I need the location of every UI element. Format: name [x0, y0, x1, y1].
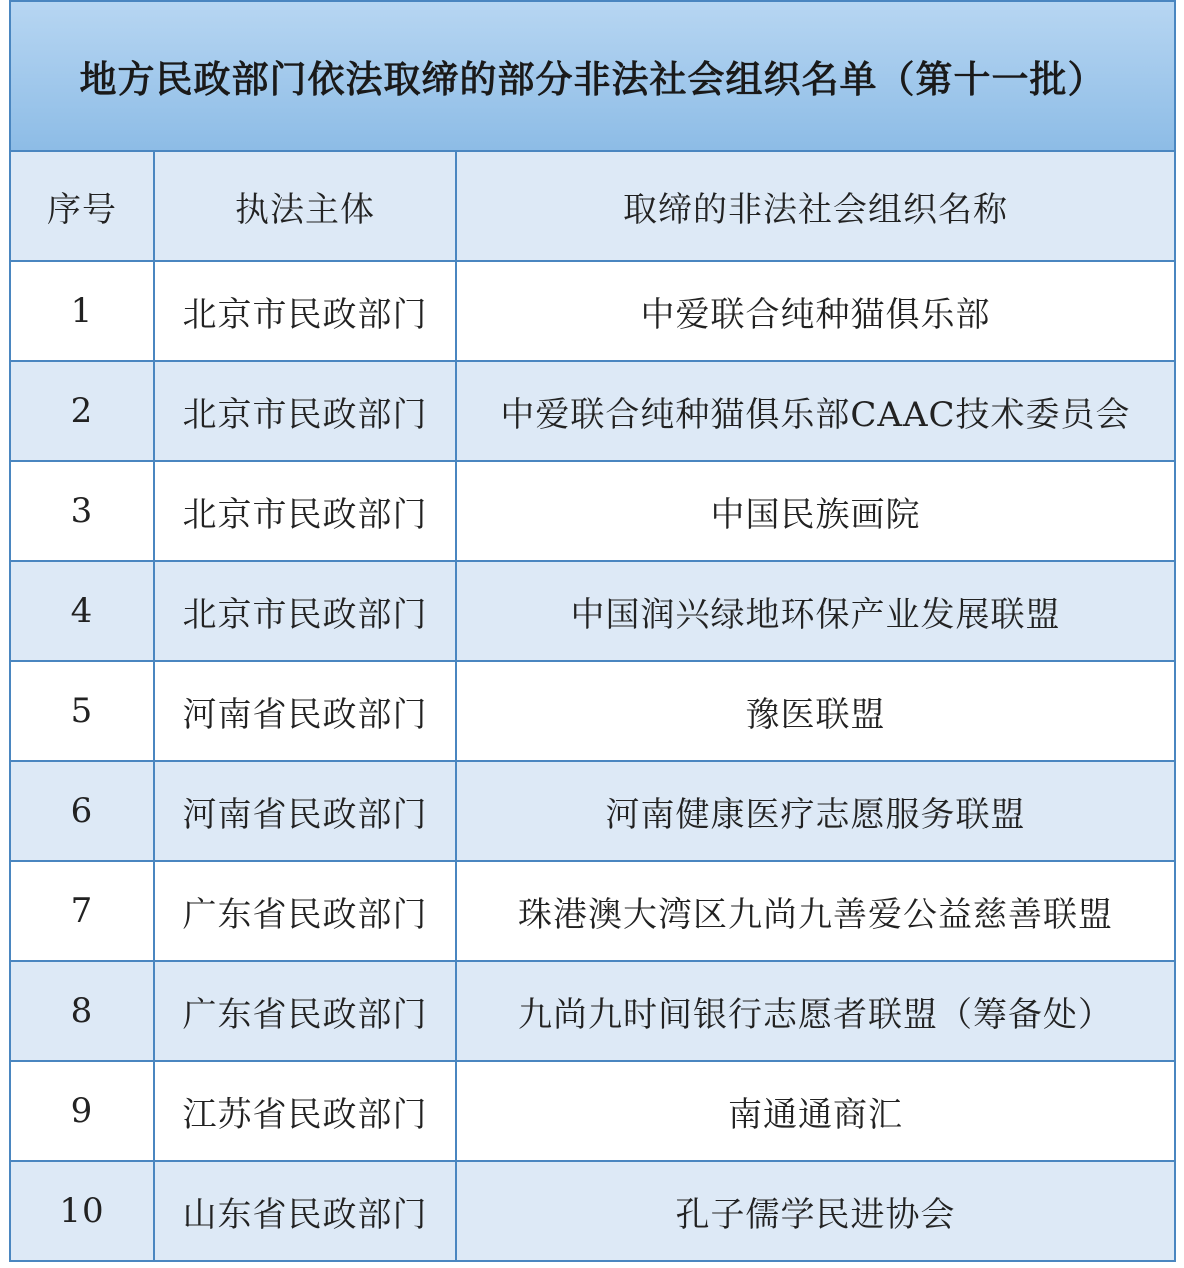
header-index: 序号 — [11, 152, 154, 261]
row-authority: 河南省民政部门 — [154, 761, 456, 861]
organization-table — [11, 152, 1174, 1260]
table-header-row — [11, 152, 1174, 261]
page-title: 地方民政部门依法取缔的部分非法社会组织名单（第十一批） — [79, 58, 1106, 101]
header-authority: 执法主体 — [154, 152, 456, 261]
row-index: 2 — [11, 361, 154, 461]
row-index: 6 — [11, 761, 154, 861]
row-organization: 珠港澳大湾区九尚九善爱公益慈善联盟 — [456, 861, 1174, 961]
row-organization: 中爱联合纯种猫俱乐部CAAC技术委员会 — [456, 361, 1174, 461]
table-row — [11, 261, 1174, 361]
row-index: 7 — [11, 861, 154, 961]
row-authority: 山东省民政部门 — [154, 1161, 456, 1260]
row-authority: 江苏省民政部门 — [154, 1061, 456, 1161]
table-row — [11, 1161, 1174, 1260]
table-row — [11, 1061, 1174, 1161]
row-index: 3 — [11, 461, 154, 561]
table-row — [11, 661, 1174, 761]
row-organization: 孔子儒学民进协会 — [456, 1161, 1174, 1260]
row-organization: 中爱联合纯种猫俱乐部 — [456, 261, 1174, 361]
table-row — [11, 461, 1174, 561]
header-organization: 取缔的非法社会组织名称 — [456, 152, 1174, 261]
row-organization: 豫医联盟 — [456, 661, 1174, 761]
title-bar — [11, 2, 1174, 152]
row-organization: 南通通商汇 — [456, 1061, 1174, 1161]
table-row — [11, 961, 1174, 1061]
list-table-frame — [9, 0, 1176, 1262]
row-organization: 中国民族画院 — [456, 461, 1174, 561]
row-authority: 广东省民政部门 — [154, 861, 456, 961]
row-index: 1 — [11, 261, 154, 361]
row-organization: 河南健康医疗志愿服务联盟 — [456, 761, 1174, 861]
row-index: 8 — [11, 961, 154, 1061]
row-authority: 河南省民政部门 — [154, 661, 456, 761]
row-organization: 中国润兴绿地环保产业发展联盟 — [456, 561, 1174, 661]
row-authority: 北京市民政部门 — [154, 461, 456, 561]
table-row — [11, 561, 1174, 661]
table-row — [11, 761, 1174, 861]
row-authority: 北京市民政部门 — [154, 361, 456, 461]
row-index: 5 — [11, 661, 154, 761]
row-index: 4 — [11, 561, 154, 661]
table-row — [11, 861, 1174, 961]
row-index: 9 — [11, 1061, 154, 1161]
row-organization: 九尚九时间银行志愿者联盟（筹备处） — [456, 961, 1174, 1061]
row-authority: 广东省民政部门 — [154, 961, 456, 1061]
row-authority: 北京市民政部门 — [154, 561, 456, 661]
row-authority: 北京市民政部门 — [154, 261, 456, 361]
table-row — [11, 361, 1174, 461]
row-index: 10 — [11, 1161, 154, 1260]
